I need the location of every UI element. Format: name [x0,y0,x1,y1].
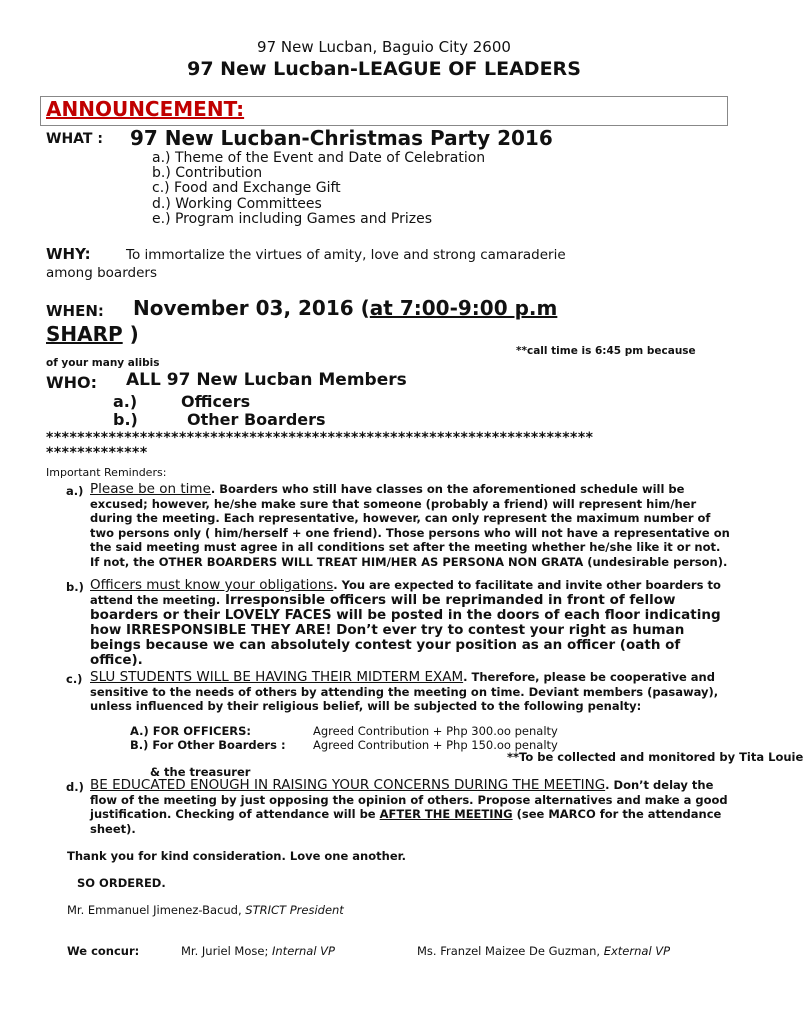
who-label: WHO: [46,373,98,392]
penalty-label: A.) FOR OFFICERS: [130,724,252,738]
vp2-name: Ms. Franzel Maizee De Guzman, [417,944,604,958]
who-item-letter: a.) [113,392,138,411]
call-time-note: **call time is 6:45 pm because [516,345,696,357]
penalty-value: Agreed Contribution + Php 150.oo penalty [313,738,558,752]
agenda-item: a.) Theme of the Event and Date of Celebration [152,150,486,166]
what-title: 97 New Lucban-Christmas Party 2016 [130,126,553,150]
why-label: WHY: [46,245,91,263]
who-item-officers: Officers [181,392,251,411]
reminder-letter: c.) [66,672,83,686]
when-date-text: November 03, 2016 ( [133,296,370,320]
agenda-item: e.) Program including Games and Prizes [152,211,433,227]
when-close: ) [122,322,139,346]
reminder-c-body: . Therefore, please be cooperative and sensitive to the needs of others by attending the meeting on time. Deviant members (pasaway), unless influenced by their religious belief, will be subjected to the following penalty: [90,670,719,713]
who-item-letter: b.) [113,410,138,429]
reminder-d [90,778,730,836]
thanks-line: Thank you for kind consideration. Love one another. [67,849,407,863]
who-item-boarders: Other Boarders [187,410,326,429]
penalty-label: B.) For Other Boarders : [130,738,286,752]
reminders-title: Important Reminders: [46,466,167,479]
what-label: WHAT : [46,131,103,147]
reminder-a-body: . Boarders who still have classes on the aforementioned schedule will be excused; however, he/she make sure that someone (probably a friend) will represent him/her during the meeting. Each representative, however, can only represent the maximum number of two persons only ( him/herself + one friend). Those persons who will not have a representative on the said meeting must agree in all conditions set after the meeting whether he/she like it or not. If not, the OTHER BOARDERS WILL TREAT HIM/HER AS PERSONA NON GRATA (undesirable person). [90,482,730,569]
reminder-d-body: . Don’t delay the flow of the meeting by just opposing the opinion of others. Propose alternatives and make a good justification. Checking of attendance will be [90,778,728,821]
reminder-d-after: AFTER THE MEETING [379,807,513,821]
collected-note: **To be collected and monitored by Tita Louie [507,750,803,764]
who-title: ALL 97 New Lucban Members [126,370,407,390]
call-time-note-cont: of your many alibis [46,357,160,369]
when-sharp: SHARP [46,322,123,346]
agenda-item: b.) Contribution [152,165,263,181]
separator-stars: ********************************************************************** [46,430,594,446]
penalty-value: Agreed Contribution + Php 300.oo penalty [313,724,558,738]
reminder-b-lead: Officers must know your obligations [90,577,334,593]
concur-internal-vp [181,944,335,958]
reminder-c-lead: SLU STUDENTS WILL BE HAVING THEIR MIDTERM EXAM [90,669,464,685]
vp1-name: Mr. Juriel Mose; [181,944,272,958]
why-text: To immortalize the virtues of amity, love and strong camaraderie [126,247,566,263]
reminder-d-lead: BE EDUCATED ENOUGH IN RAISING YOUR CONCERNS DURING THE MEETING [90,777,606,793]
when-label: WHEN: [46,302,104,320]
reminder-letter: b.) [66,580,84,594]
when-date [133,296,557,320]
concur-label: We concur: [67,944,140,958]
separator-stars: ************* [46,445,148,461]
reminder-letter: a.) [66,484,84,498]
when-sharp-line [46,322,139,346]
signer-title: STRICT President [245,903,344,917]
agenda-item: c.) Food and Exchange Gift [152,180,341,196]
signer-name: Mr. Emmanuel Jimenez-Bacud, [67,903,246,917]
agenda-item: d.) Working Committees [152,196,322,212]
so-ordered: SO ORDERED. [77,876,166,890]
concur-external-vp [417,944,670,958]
reminder-d-end: (see MARCO for the attendance sheet). [90,807,722,836]
vp1-title: Internal VP [272,944,335,958]
reminder-a-lead: Please be on time [90,481,211,497]
org-title: 97 New Lucban-LEAGUE OF LEADERS [187,58,581,80]
why-text-cont: among boarders [46,265,157,281]
when-time: at 7:00-9:00 p.m [369,296,558,320]
address-line: 97 New Lucban, Baguio City 2600 [257,38,511,56]
reminder-b-body: . You are expected to facilitate and invite other boarders to attend the meeting. [90,578,721,607]
announcement-heading: ANNOUNCEMENT: [46,97,245,121]
reminder-a [90,482,730,569]
vp2-title: External VP [603,944,671,958]
reminder-b-body-large: Irresponsible officers will be reprimanded in front of fellow boarders or their LOVELY FACES will be posted in the doors of each floor indicating how IRRESPONSIBLE THEY ARE! Don’t ever try to contest your right as human beings because we can absolutely contest your position as an officer (oath of office). [90,591,721,668]
reminder-letter: d.) [66,780,84,794]
reminder-b [90,578,730,668]
signer [67,903,344,917]
reminder-c [90,670,730,714]
collected-note-cont: & the treasurer [150,765,251,779]
